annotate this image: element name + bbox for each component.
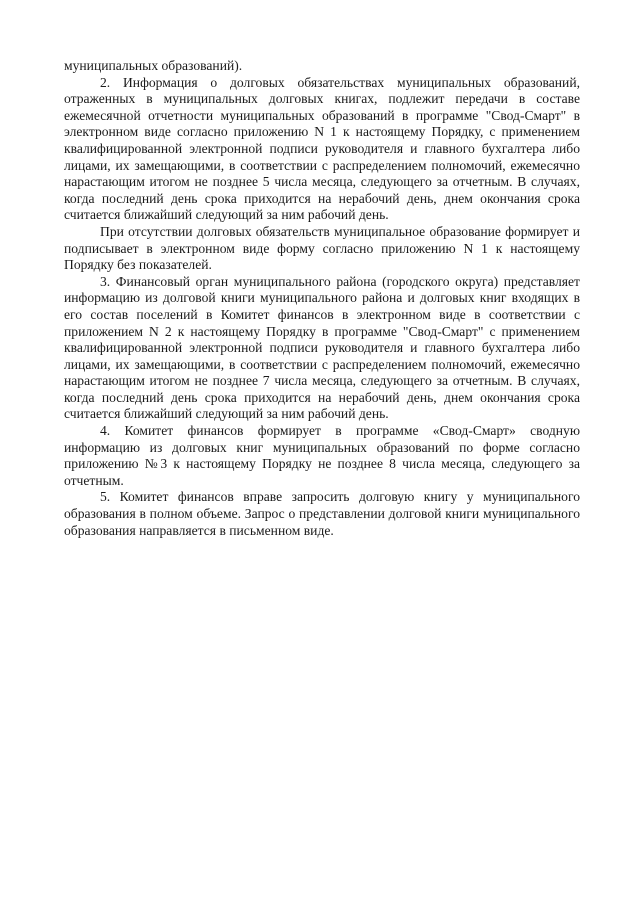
paragraph-3: 3. Финансовый орган муниципального района (городского округа) представляет информацию из долговой книги муниципального района и долговых книг входящих в его состав поселений в Комитет финансов в электронном виде в соответствии с приложением N 2 к настоящему Порядку в программе "Свод-Смарт" с применением квалифицированной электронной подписи руководителя и главного бухгалтера либо лицами, их замещающими, в соответствии с распределением полномочий, ежемесячно нарастающим итогом не позднее 7 числа месяца, следующего за отчетным. В случаях, когда последний день срока приходится на нерабочий день, днем окончания срока считается ближайший следующий за ним рабочий день.: [64, 273, 580, 422]
paragraph-4: 4. Комитет финансов формирует в программе «Свод-Смарт» сводную информацию из долговых книг муниципальных образований по форме согласно приложению №3 к настоящему Порядку не позднее 8 числа месяца, следующего за отчетным.: [64, 423, 580, 488]
paragraph-no-obligations: При отсутствии долговых обязательств муниципальное образование формирует и подписывает в электронном виде форму согласно приложению N 1 к настоящему Порядку без показателей.: [64, 223, 580, 273]
paragraph-5: 5. Комитет финансов вправе запросить долговую книгу у муниципального образования в полном объеме. Запрос о представлении долговой книги муниципального образования направляется в письменном виде.: [64, 489, 580, 538]
paragraph-continuation: муниципальных образований).: [64, 58, 243, 73]
paragraph-2: 2. Информация о долговых обязательствах муниципальных образований, отраженных в муниципальных долговых книгах, подлежит передачи в составе ежемесячной отчетности муниципальных образований в программе "Свод-Смарт" в электронном виде согласно приложению N 1 к настоящему Порядку, с применением квалифицированной электронной подписи руководителя и главного бухгалтера либо лицами, их замещающими, в соответствии с распределением полномочий, ежемесячно нарастающим итогом не позднее 5 числа месяца, следующего за отчетным. В случаях, когда последний день срока приходится на нерабочий день, днем окончания срока считается ближайший следующий за ним рабочий день.: [64, 74, 580, 223]
document-page: [64, 58, 580, 539]
